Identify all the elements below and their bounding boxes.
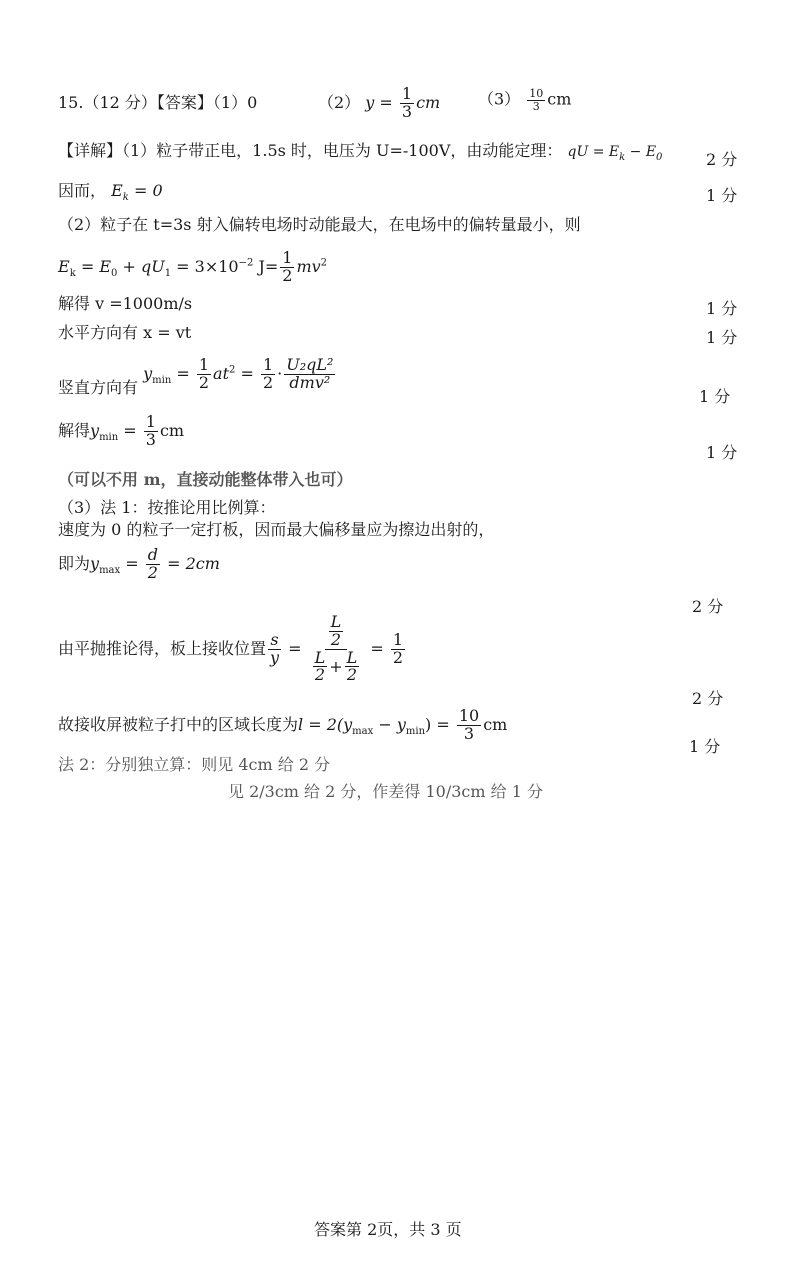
eq-sub: 1 (164, 267, 172, 279)
fraction-den: 2 (346, 665, 358, 685)
detail-line-2-text: 因而， (58, 181, 107, 200)
part3-line-2: 速度为 0 的粒子一定打板，因而最大偏移量应为擦边出射的， (58, 520, 495, 539)
fraction-num: L (330, 612, 342, 631)
eq-fraction (329, 614, 344, 649)
nested-numerator (325, 614, 348, 650)
answer-part2-lhs: y = (365, 92, 393, 112)
fraction-num: 1 (145, 412, 156, 431)
eq-part: = E (75, 256, 112, 276)
nested-denominator (309, 647, 364, 685)
eq-part: = 2cm (161, 553, 220, 573)
eq-fraction (261, 357, 275, 392)
page-footer: 答案第 2页，共 3 页 (314, 1220, 462, 1239)
score-8: 2 分 (692, 689, 724, 708)
part3-line-3-text: 即为 (58, 553, 91, 573)
fraction-num: 1 (282, 248, 293, 267)
eq-sub: min (152, 374, 172, 386)
eq-fraction (391, 629, 405, 667)
fraction-num: 10 (458, 706, 480, 725)
fraction-num: 10 (529, 87, 544, 100)
eq-fraction (280, 250, 294, 285)
detail-line-1-text: 【详解】（1）粒子带正电，1.5s 时，电压为 U=-100V，由动能定理： (58, 141, 563, 160)
method2-line-2: 见 2/3cm 给 2 分，作差得 10/3cm 给 1 分 (228, 782, 543, 801)
detail-line-7 (58, 357, 337, 396)
detail-line-3-text: （2）粒子在 t=3s 射入偏转电场时动能最大，在电场中的偏转量最小，则 (58, 215, 581, 234)
eq-sup: 2 (320, 257, 328, 269)
eq-part: = (235, 363, 259, 383)
eq-part: J= (253, 256, 279, 276)
fraction-den: 2 (330, 629, 342, 649)
fraction-num: 1 (392, 629, 404, 649)
fraction-den: y (270, 647, 280, 667)
eq-sub: max (99, 564, 121, 576)
score-2: 1 分 (706, 186, 738, 205)
eq-fraction (284, 357, 335, 392)
answer-part3-label: （3） (478, 89, 521, 109)
method2-line-1: 法 2：分别独立算：则见 4cm 给 2 分 (58, 755, 331, 774)
fraction-num: L (314, 647, 326, 667)
eq-part: = (171, 363, 195, 383)
note-line: （可以不用 m，直接动能整体带入也可） (58, 470, 353, 489)
detail-line-4-equation (58, 250, 327, 285)
part3-line-3 (58, 547, 220, 582)
eq-part: = (283, 639, 307, 659)
eq-unit: cm (483, 714, 508, 734)
eq-fraction (313, 647, 328, 685)
score-3: 1 分 (706, 299, 738, 318)
score-6: 1 分 (706, 443, 738, 462)
eq-nested-fraction (309, 614, 364, 684)
detail-line-3 (58, 217, 581, 233)
eq-unit: cm (159, 420, 185, 440)
fraction-den: 2 (282, 265, 293, 285)
eq-part: y (143, 363, 153, 383)
answer-part2-unit: cm (416, 92, 441, 112)
answer-part2-label: （2） (318, 92, 361, 112)
eq-fraction (457, 708, 481, 743)
score-1: 2 分 (706, 150, 738, 169)
eq-part: y (90, 420, 100, 440)
eq-sup: 2 (229, 364, 236, 376)
fraction-num: 1 (401, 84, 413, 103)
score-4: 1 分 (706, 328, 738, 347)
detail-line-7-text: 竖直方向有 (58, 377, 139, 397)
eq-part: + (329, 656, 343, 676)
fraction-den: 3 (401, 101, 413, 121)
detail-line-2 (58, 183, 163, 203)
eq-part: E (58, 256, 70, 276)
detail-line-6-text: 水平方向有 x = vt (58, 323, 192, 342)
detail-line-8-text: 解得 (58, 420, 91, 440)
eq-fraction (345, 647, 360, 685)
answer-head-text: 15.（12 分）【答案】（1）0 (58, 93, 258, 112)
answer-part2 (318, 86, 440, 121)
answer-part3-fraction (527, 88, 545, 112)
answer-part3 (478, 88, 571, 112)
eq-sub: k (619, 151, 626, 163)
fraction-den: 2 (314, 665, 326, 685)
eq-part: = 3×10 (171, 256, 239, 276)
eq-sub: min (99, 431, 119, 443)
score-5: 1 分 (699, 387, 731, 406)
eq-sub: k (122, 192, 129, 204)
fraction-num: 1 (198, 355, 210, 374)
part3-line-4-text: 由平抛推论得，板上接收位置 (58, 639, 267, 659)
eq-sub: 0 (656, 151, 663, 163)
fraction-den: 3 (463, 723, 475, 743)
answer-part2-fraction (400, 86, 414, 121)
eq-part: l = 2(y (298, 714, 353, 734)
detail-line-1-eq (567, 144, 663, 163)
detail-line-6 (58, 325, 191, 341)
fraction-den: 2 (392, 647, 404, 667)
eq-part: = 0 (128, 181, 163, 200)
detail-line-5-text: 解得 v =1000m/s (58, 294, 193, 313)
part3-line-5 (58, 708, 507, 743)
detail-line-5 (58, 296, 192, 312)
detail-line-2-eq (111, 181, 163, 204)
eq-part: mv (296, 256, 321, 276)
fraction-den: 2 (262, 372, 274, 392)
part3-line-5-text: 故接收屏被粒子打中的区域长度为 (58, 714, 299, 734)
eq-fraction (268, 629, 281, 667)
eq-part: · (277, 363, 283, 383)
part3-line-4 (58, 614, 407, 684)
eq-fraction (146, 547, 160, 582)
fraction-den: dmv² (289, 372, 331, 392)
eq-part: y (90, 553, 100, 573)
eq-part: = (120, 553, 144, 573)
fraction-num: L (346, 647, 358, 667)
eq-fraction (144, 414, 158, 449)
part3-line-1: （3）法 1：按推论用比例算： (58, 498, 276, 517)
eq-part: E (111, 181, 123, 200)
eq-sub: k (69, 267, 76, 279)
fraction-num: s (270, 629, 279, 649)
eq-part: − E (625, 144, 657, 160)
fraction-num: d (147, 545, 158, 564)
score-9: 1 分 (689, 737, 721, 756)
eq-part: = (365, 639, 389, 659)
eq-fraction (197, 357, 211, 392)
detail-line-1 (58, 143, 662, 163)
eq-part: at (213, 363, 230, 383)
answer-header (58, 95, 257, 111)
eq-sub: max (352, 725, 374, 737)
eq-sup: −2 (238, 257, 254, 269)
answer-part3-unit: cm (547, 89, 572, 109)
eq-part: qU = E (567, 144, 620, 160)
eq-part: + qU (117, 256, 165, 276)
fraction-den: 2 (147, 562, 158, 582)
eq-part: − y (373, 714, 406, 734)
fraction-num: U₂qL² (286, 355, 334, 374)
fraction-den: 3 (532, 99, 540, 113)
eq-part: = (118, 420, 142, 440)
eq-sub: min (405, 725, 426, 737)
fraction-num: 1 (262, 355, 274, 374)
eq-sub: 0 (111, 267, 118, 279)
fraction-den: 3 (145, 429, 156, 449)
detail-line-8 (58, 414, 184, 449)
score-7: 2 分 (692, 597, 724, 616)
eq-part: ) = (425, 714, 455, 734)
fraction-den: 2 (198, 372, 210, 392)
